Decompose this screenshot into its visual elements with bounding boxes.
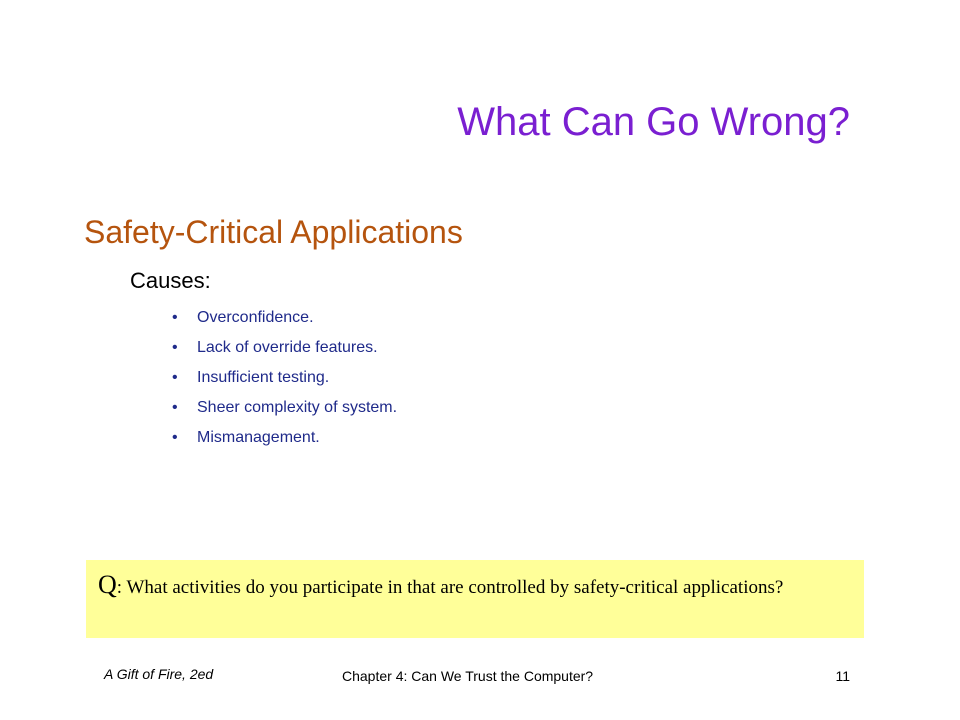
list-item bbox=[172, 396, 397, 426]
bullet-text: Overconfidence. bbox=[197, 309, 314, 326]
bullet-icon: • bbox=[172, 339, 178, 356]
bullet-icon: • bbox=[172, 309, 178, 326]
question-text: : What activities do you participate in that are controlled by safety-critical applications? bbox=[116, 577, 784, 598]
causes-label: Causes: bbox=[130, 268, 211, 293]
bullet-icon: • bbox=[172, 399, 178, 416]
slide-subtitle: Safety-Critical Applications bbox=[84, 214, 463, 250]
list-item bbox=[172, 306, 397, 336]
slide-title: What Can Go Wrong? bbox=[457, 100, 850, 144]
footer-page-number: 11 bbox=[835, 668, 850, 684]
bullet-text: Sheer complexity of system. bbox=[197, 399, 398, 416]
question-box bbox=[86, 560, 864, 638]
bullet-icon: • bbox=[172, 369, 178, 386]
list-item bbox=[172, 336, 397, 366]
question-letter: Q bbox=[98, 570, 117, 599]
bullet-text: Mismanagement. bbox=[197, 429, 320, 446]
bullet-icon: • bbox=[172, 429, 178, 446]
list-item bbox=[172, 366, 397, 396]
bullet-text: Lack of override features. bbox=[197, 339, 378, 356]
footer-chapter-title: Chapter 4: Can We Trust the Computer? bbox=[342, 668, 594, 684]
list-item bbox=[172, 426, 397, 456]
causes-list bbox=[172, 306, 397, 456]
footer-book-title: A Gift of Fire, 2ed bbox=[104, 666, 214, 682]
bullet-text: Insufficient testing. bbox=[197, 369, 330, 386]
